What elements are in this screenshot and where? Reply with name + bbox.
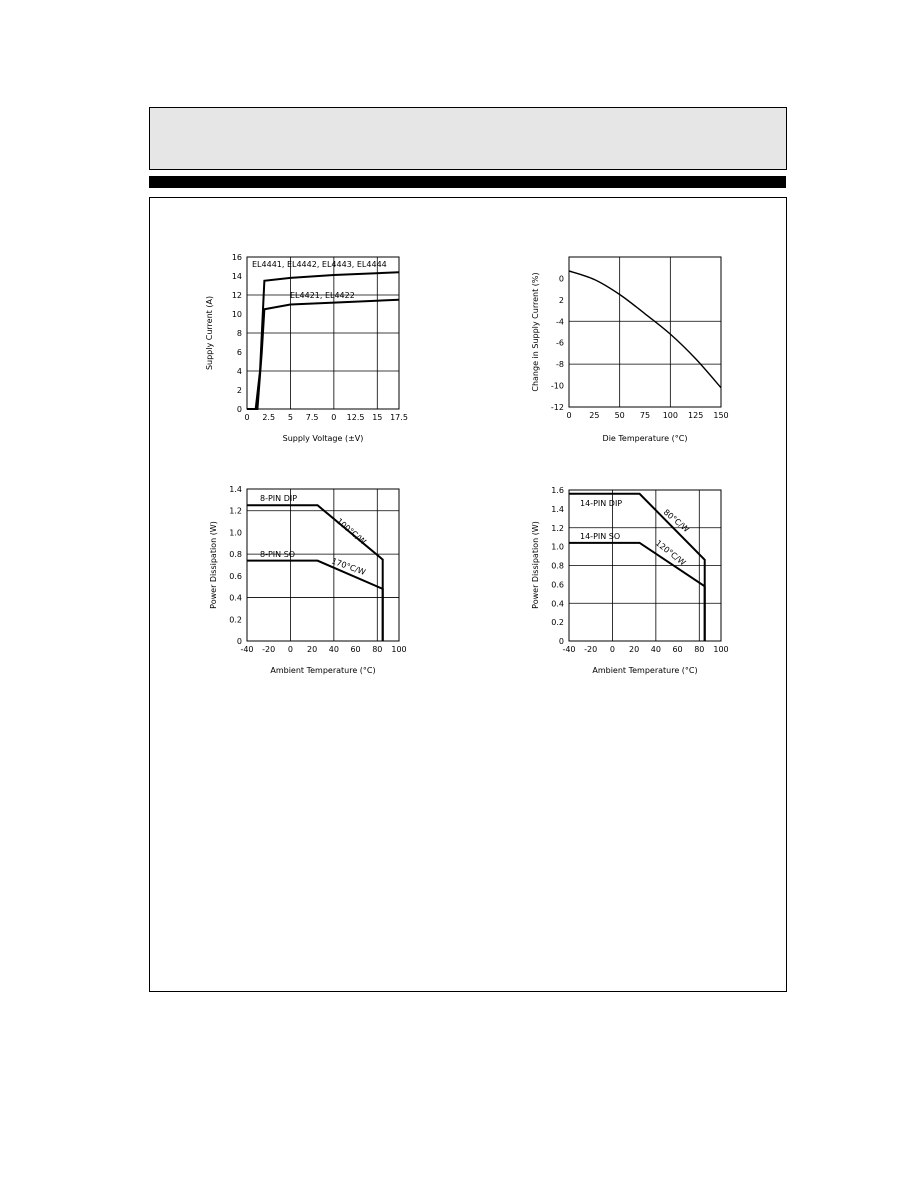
series-label-14pin-dip: 14-PIN DIP <box>580 499 623 508</box>
y-axis-label: Power Dissipation (W) <box>531 521 540 609</box>
x-tick-label: -40 <box>240 645 254 654</box>
x-tick-label: -20 <box>584 645 598 654</box>
x-tick-label: 0 <box>566 411 572 420</box>
x-tick-label: 20 <box>629 645 640 654</box>
section-divider-bar <box>149 176 786 188</box>
x-tick-label: 15 <box>372 413 383 422</box>
x-axis-label: Ambient Temperature (°C) <box>592 666 698 675</box>
y-tick-label: 0 <box>558 274 564 284</box>
y-tick-label: 10 <box>231 310 242 319</box>
y-tick-label: 0.6 <box>229 571 242 581</box>
slope-label-170cw: 170°C/W <box>330 556 367 578</box>
y-tick-label: 1.4 <box>551 504 564 514</box>
x-tick-label: 17.5 <box>390 413 408 422</box>
y-tick-label: 0.2 <box>229 615 242 625</box>
supply-current-vs-voltage-chart <box>200 245 410 445</box>
x-tick-label: 0 <box>609 645 615 654</box>
y-tick-label: 2 <box>236 386 242 395</box>
y-tick-label: 1.4 <box>229 485 242 494</box>
y-tick-label: -8 <box>556 360 564 370</box>
x-axis-label: Ambient Temperature (°C) <box>270 666 376 675</box>
x-axis-label: Die Temperature (°C) <box>602 434 688 443</box>
series-label-14pin-so: 14-PIN SO <box>580 532 621 541</box>
y-tick-label: 0.6 <box>551 580 564 590</box>
x-tick-label: -20 <box>262 645 276 654</box>
x-tick-label: 40 <box>650 645 661 654</box>
x-tick-label: 2.5 <box>262 413 276 422</box>
x-tick-label: 80 <box>372 645 383 654</box>
power-dissipation-14pin-chart <box>522 478 732 678</box>
x-tick-label: 50 <box>614 411 625 420</box>
series-label-el4421-4422: EL4421, EL4422 <box>290 291 355 300</box>
y-tick-label: 0 <box>236 637 242 646</box>
x-tick-label: 100 <box>662 411 678 420</box>
y-tick-label: 8 <box>236 329 242 338</box>
x-tick-label: 40 <box>328 645 339 654</box>
y-tick-label: 4 <box>236 367 242 376</box>
y-tick-label: 0 <box>558 637 564 646</box>
y-tick-label: 1.2 <box>551 523 564 533</box>
x-tick-label: 5 <box>287 413 293 422</box>
x-tick-label: 150 <box>713 411 729 420</box>
y-tick-label: 14 <box>231 272 242 281</box>
x-tick-label: 12.5 <box>346 413 365 422</box>
x-tick-label: 0 <box>287 645 293 654</box>
y-tick-label: 12 <box>231 291 242 300</box>
x-tick-label: 100 <box>713 645 729 654</box>
series-label-8pin-dip: 8-PIN DIP <box>260 494 298 503</box>
x-tick-label: 125 <box>688 411 704 420</box>
series-label-8pin-so: 8-PIN SO <box>260 550 296 559</box>
y-tick-label: 1.2 <box>229 506 242 516</box>
series-line-0 <box>569 271 721 388</box>
y-tick-label: 1.0 <box>229 528 242 538</box>
slope-label-120cw: 120°C/W <box>653 538 688 568</box>
y-tick-label: 6 <box>236 348 242 357</box>
y-tick-label: -6 <box>556 338 564 348</box>
y-tick-label: 16 <box>231 253 242 262</box>
x-tick-label: 20 <box>307 645 318 654</box>
y-tick-label: 0.4 <box>229 593 242 603</box>
power-dissipation-8pin-chart <box>200 478 410 678</box>
x-tick-label: 60 <box>350 645 361 654</box>
x-tick-label: 0 <box>331 413 337 422</box>
y-axis-label: Supply Current (A) <box>205 295 214 371</box>
slope-label-80cw: 80°C/W <box>661 507 691 535</box>
x-tick-label: 60 <box>672 645 683 654</box>
x-tick-label: 100 <box>391 645 407 654</box>
y-tick-label: -12 <box>550 403 564 412</box>
y-tick-label: 2 <box>558 295 564 305</box>
series-line-0 <box>569 494 705 641</box>
y-axis-label: Change in Supply Current (%) <box>531 272 540 392</box>
y-tick-label: 0.4 <box>551 599 564 609</box>
slope-label-100cw: 100°C/W <box>334 516 368 547</box>
x-tick-label: 7.5 <box>305 413 319 422</box>
y-tick-label: 0 <box>236 405 242 414</box>
x-tick-label: 25 <box>589 411 600 420</box>
y-tick-label: 0.8 <box>551 561 564 571</box>
series-line-1 <box>247 300 399 409</box>
x-axis-label: Supply Voltage (±V) <box>282 434 364 443</box>
supply-current-change-vs-temperature-chart <box>522 245 732 445</box>
y-tick-label: -10 <box>550 381 564 391</box>
series-label-el4441-4444: EL4441, EL4442, EL4443, EL4444 <box>252 260 387 269</box>
y-tick-label: -4 <box>556 317 564 327</box>
y-tick-label: 1.0 <box>551 542 564 552</box>
header-banner <box>149 107 787 170</box>
y-tick-label: 0.2 <box>551 618 564 628</box>
x-tick-label: 0 <box>244 413 250 422</box>
y-tick-label: 0.8 <box>229 550 242 560</box>
x-tick-label: 75 <box>639 411 651 420</box>
y-tick-label: 1.6 <box>551 486 564 495</box>
y-axis-label: Power Dissipation (W) <box>209 521 218 609</box>
x-tick-label: -40 <box>562 645 576 654</box>
x-tick-label: 80 <box>694 645 705 654</box>
